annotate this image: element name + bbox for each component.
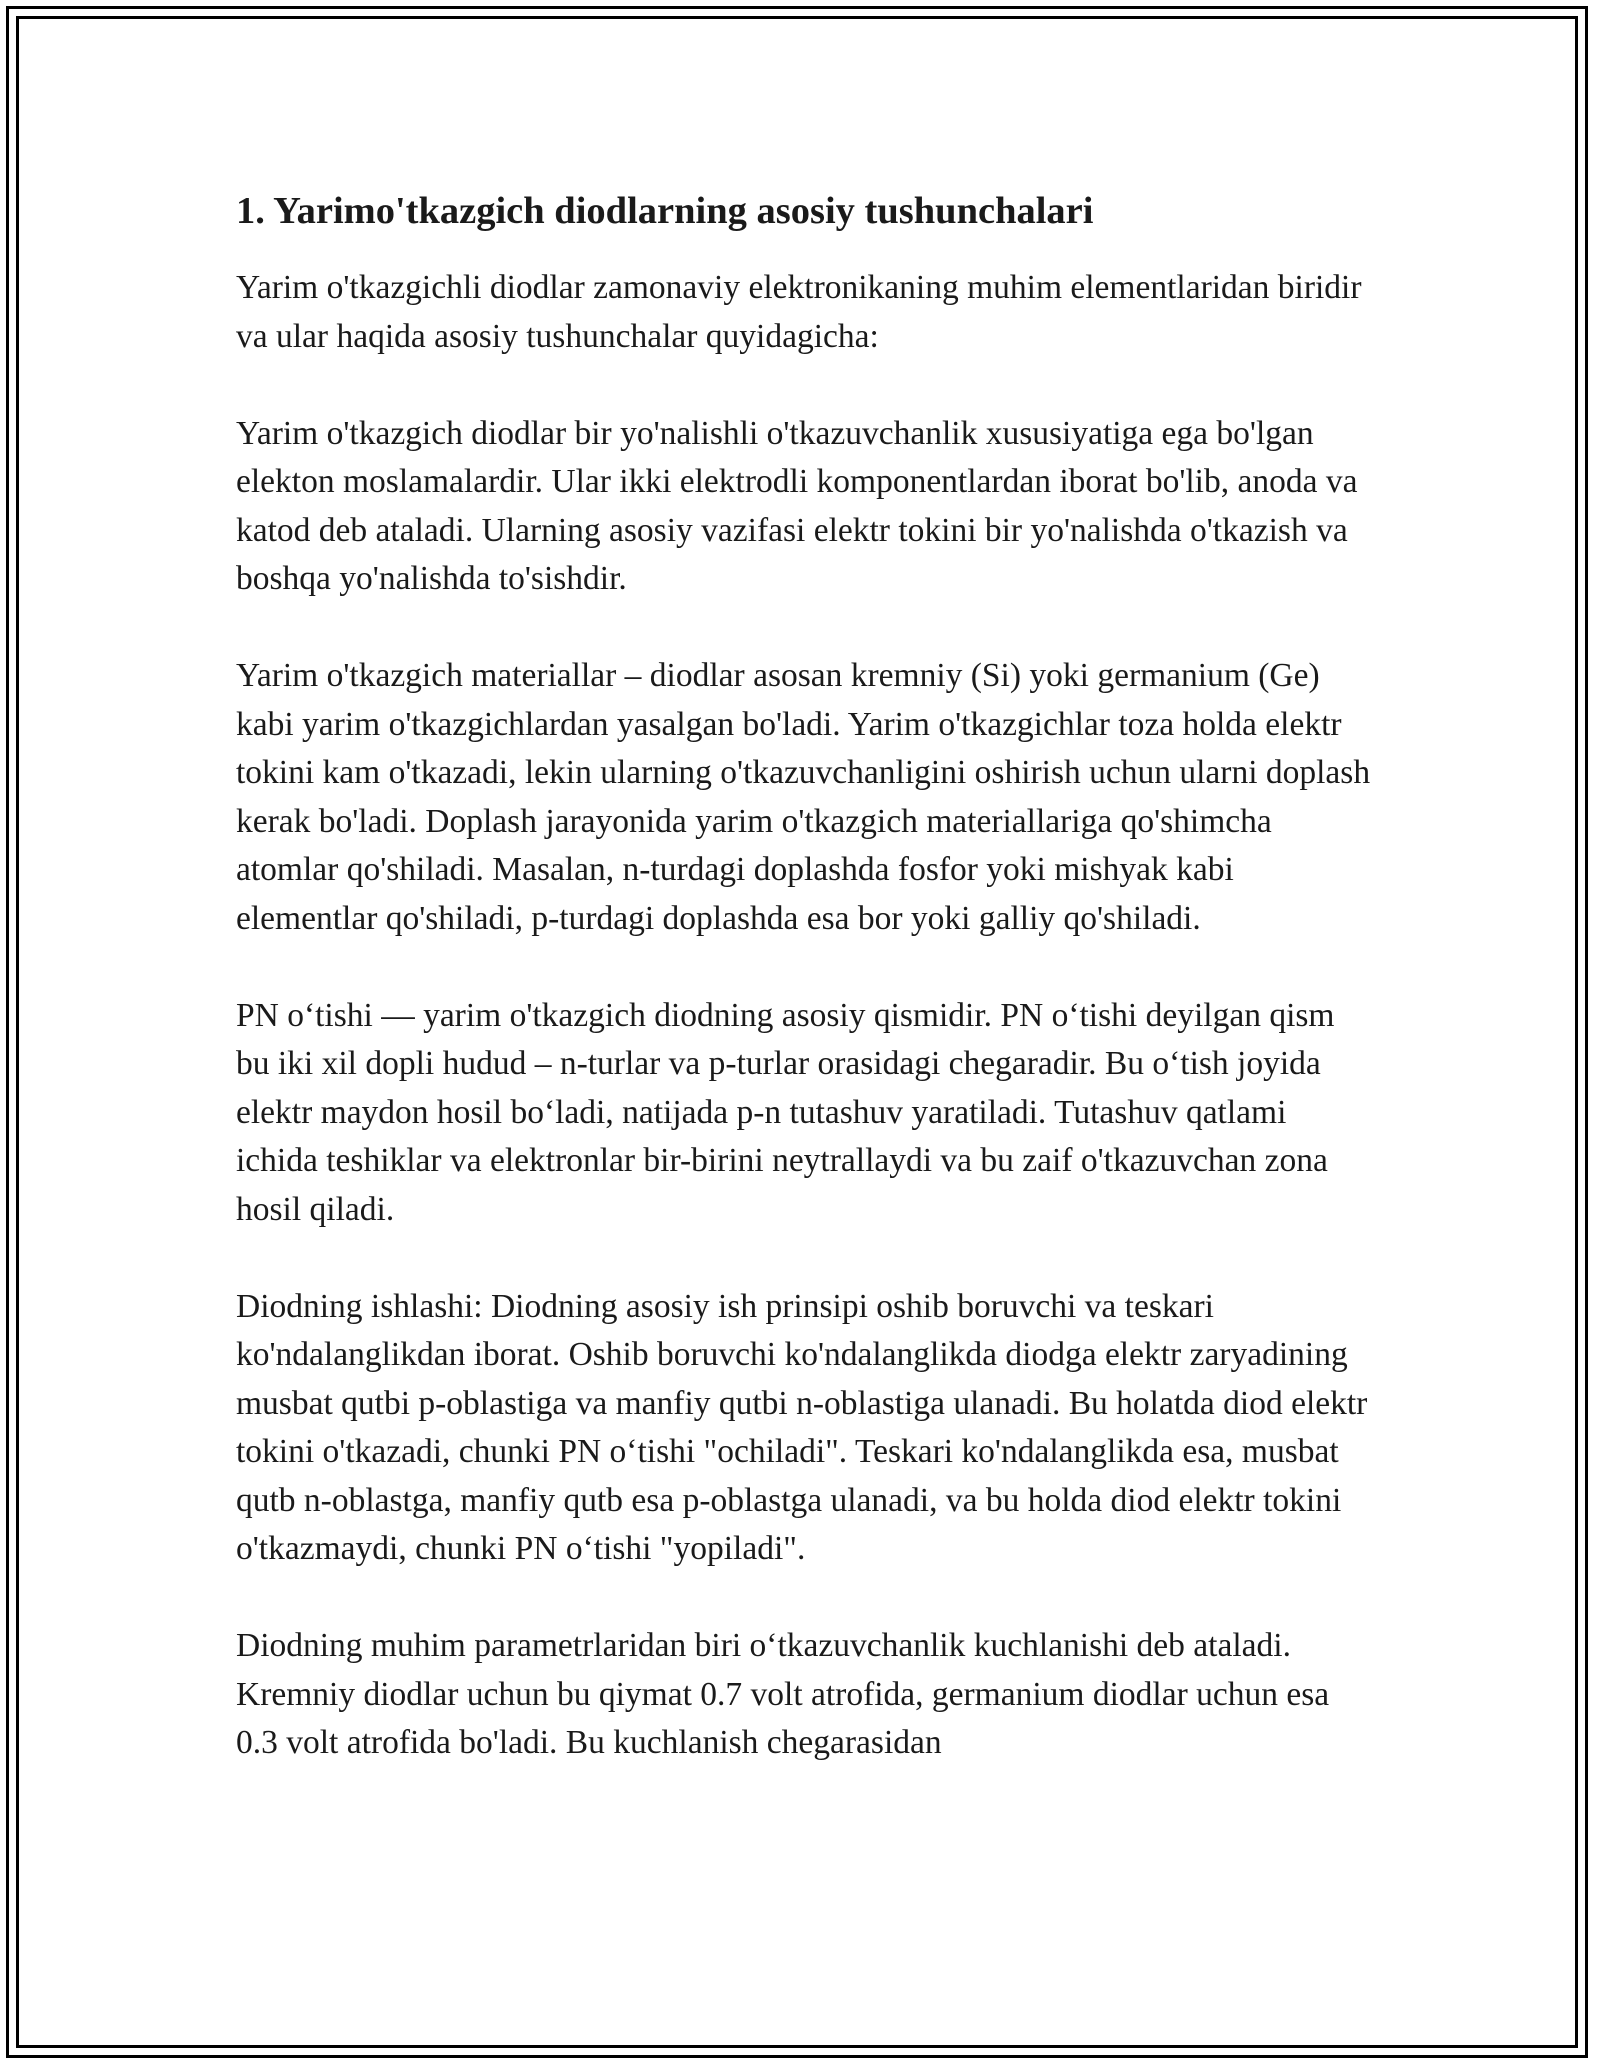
paragraph-definition: Yarim o'tkazgich diodlar bir yo'nalishli o'tkazuvchanlik xususiyatiga ega bo'lgan elekton moslamalardir. Ular ikki elektrodli komponentlardan iborat bo'lib, anoda va katod deb ataladi. Ularning asosiy vazifasi elektr tokini bir yo'nalishda o'tkazish va boshqa yo'nalishda to'sishdir.	[236, 414, 1358, 598]
paragraph-parameters: Diodning muhim parametrlaridan biri o‘tkazuvchanlik kuchlanishi deb ataladi. Kremniy diodlar uchun bu qiymat 0.7 volt atrofida, germanium diodlar uchun esa 0.3 volt atrofida bo'ladi. Bu kuchlanish chegarasidan	[236, 1627, 1330, 1762]
document-body	[236, 180, 1376, 1816]
paragraph-intro: Yarim o'tkazgichli diodlar zamonaviy elektronikaning muhim elementlaridan biridir va ular haqida asosiy tushunchalar quyidagicha:	[236, 269, 1362, 355]
paragraph-pn-junction: PN o‘tishi — yarim o'tkazgich diodning asosiy qismidir. PN o‘tishi deyilgan qism bu iki xil dopli hudud – n-turlar va p-turlar orasidagi chegaradir. Bu o‘tish joyida elektr maydon hosil bo‘ladi, natijada p-n tutashuv yaratiladi. Tutashuv qatlami ichida teshiklar va elektronlar bir-birini neytrallaydi va bu zaif o'tkazuvchan zona hosil qiladi.	[236, 996, 1335, 1228]
paragraph-materials: Yarim o'tkazgich materiallar – diodlar asosan kremniy (Si) yoki germanium (Ge) kabi yarim o'tkazgichlardan yasalgan bo'ladi. Yarim o'tkazgichlar toza holda elektr tokini kam o'tkazadi, lekin ularning o'tkazuvchanligini oshirish uchun ularni doplash kerak bo'ladi. Doplash jarayonida yarim o'tkazgich materiallariga qo'shimcha atomlar qo'shiladi. Masalan, n-turdagi doplashda fosfor yoki mishyak kabi elementlar qo'shiladi, p-turdagi doplashda esa bor yoki galliy qo'shiladi.	[236, 657, 1371, 937]
paragraph-operation: Diodning ishlashi: Diodning asosiy ish prinsipi oshib boruvchi va teskari ko'ndalanglikdan iborat. Oshib boruvchi ko'ndalanglikda diodga elektr zaryadining musbat qutbi p-oblastiga va manfiy qutbi n-oblastiga ulanadi. Bu holatda diod elektr tokini o'tkazadi, chunki PN o‘tishi "ochiladi". Teskari ko'ndalanglikda esa, musbat qutb n-oblastga, manfiy qutb esa p-oblastga ulanadi, va bu holda diod elektr tokini o'tkazmaydi, chunki PN o‘tishi "yopiladi".	[236, 1287, 1368, 1568]
document-title: 1. Yarimo'tkazgich diodlarning asosiy tushunchalari	[236, 190, 1094, 232]
